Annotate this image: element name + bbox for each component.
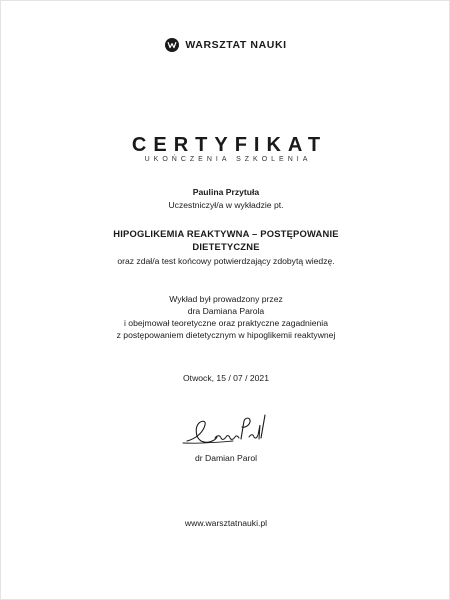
brand-logo	[1, 38, 450, 52]
course-title-line: DIETETYCZNE	[192, 241, 260, 252]
lecture-line: i obejmował teoretyczne oraz praktyczne zagadnienia	[124, 318, 328, 328]
certificate-title: CERTYFIKAT	[131, 134, 328, 156]
lecture-line: dra Damiana Parola	[187, 306, 265, 316]
signer-name: dr Damian Parol	[194, 453, 258, 463]
course-title-line: HIPOGLIKEMIA REAKTYWNA – POSTĘPOWANIE	[113, 228, 339, 239]
participant-name: Paulina Przytuła	[192, 187, 260, 197]
participation-text: Uczestniczył/a w wykładzie pt.	[168, 200, 284, 210]
certificate-subtitle: UKOŃCZENIA SZKOLENIA	[144, 156, 312, 163]
handwritten-signature	[181, 411, 273, 449]
passed-text: oraz zdał/a test końcowy potwierdzający zdobytą wiedzę.	[117, 256, 335, 266]
lecture-line: z postępowaniem dietetycznym w hipoglikemii reaktywnej	[116, 330, 336, 340]
brand-logo-icon	[165, 38, 179, 52]
lecture-line: Wykład był prowadzony przez	[169, 294, 283, 304]
website-link[interactable]: www.warsztatnauki.pl	[184, 518, 268, 528]
lecture-description	[1, 293, 450, 341]
brand-name: WARSZTAT NAUKI	[185, 39, 287, 51]
w-letter-icon	[167, 40, 177, 50]
place-and-date: Otwock, 15 / 07 / 2021	[183, 373, 269, 383]
course-title	[1, 227, 450, 253]
